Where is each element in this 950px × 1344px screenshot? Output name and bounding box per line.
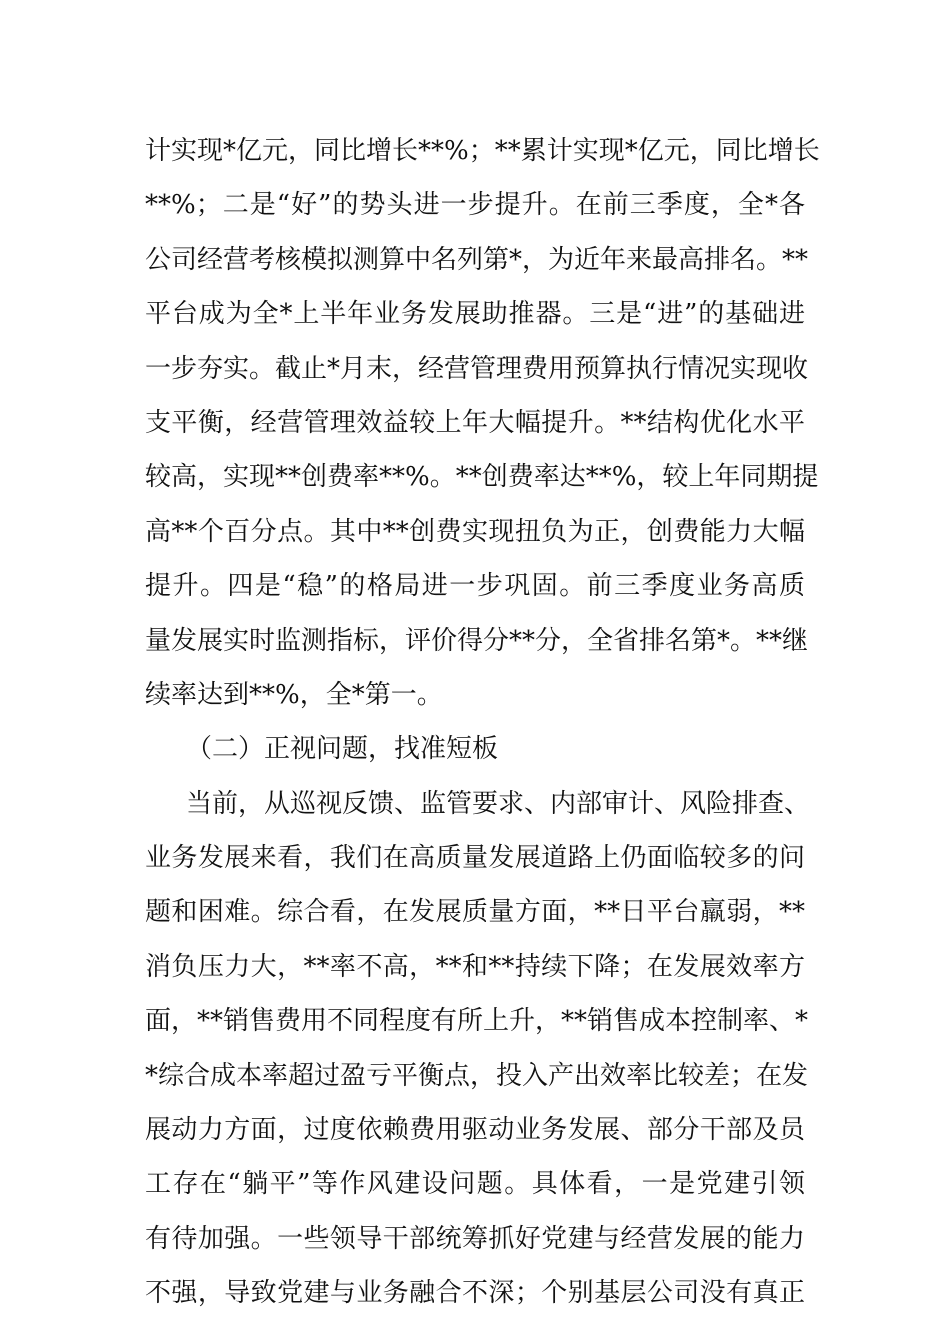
text-line: *综合成本率超过盈亏平衡点，投入产出效率比较差；在发 [145, 1060, 809, 1091]
text-line: 平台成为全*上半年业务发展助推器。三是“进”的基础进 [145, 299, 805, 330]
text-line: 不强，导致党建与业务融合不深；个别基层公司没有真正 [145, 1278, 805, 1309]
body-text [0, 124, 950, 1321]
text-line: 支平衡，经营管理效益较上年大幅提升。**结构优化水平 [145, 407, 805, 438]
text-line: 展动力方面，过度依赖费用驱动业务发展、部分干部及员 [145, 1115, 805, 1146]
text-line: 面，**销售费用不同程度有所上升，**销售成本控制率、* [145, 1006, 809, 1037]
text-line: 有待加强。一些领导干部统筹抓好党建与经营发展的能力 [145, 1223, 805, 1254]
text-line: 题和困难。综合看，在发展质量方面，**日平台羸弱，** [145, 897, 805, 928]
text-line: 一步夯实。截止*月末，经营管理费用预算执行情况实现收 [145, 353, 809, 384]
section-heading: （二）正视问题，找准短板 [186, 734, 499, 765]
text-line: 计实现*亿元，同比增长**%；**累计实现*亿元，同比增长 [145, 136, 820, 166]
text-line: 工存在“躺平”等作风建设问题。具体看，一是党建引领 [145, 1169, 805, 1200]
text-line: **%；二是“好”的势头进一步提升。在前三季度，全*各 [145, 190, 805, 221]
text-line: 消负压力大，**率不高，**和**持续下降；在发展效率方 [145, 951, 805, 982]
text-line: 公司经营考核模拟测算中名列第*，为近年来最高排名。** [145, 244, 809, 275]
text-line: 业务发展来看，我们在高质量发展道路上仍面临较多的问 [145, 843, 805, 874]
text-line: 高**个百分点。其中**创费实现扭负为正，创费能力大幅 [145, 516, 805, 547]
paragraph-end-line: 续率达到**%，全*第一。 [145, 679, 443, 710]
text-line: 提升。四是“稳”的格局进一步巩固。前三季度业务高质 [145, 571, 805, 602]
text-line: 量发展实时监测指标，评价得分**分，全省排名第*。**继 [145, 625, 809, 656]
text-line: 较高，实现**创费率**%。**创费率达**%，较上年同期提 [145, 462, 819, 493]
paragraph-first-line: 当前，从巡视反馈、监管要求、内部审计、风险排查、 [186, 788, 811, 819]
